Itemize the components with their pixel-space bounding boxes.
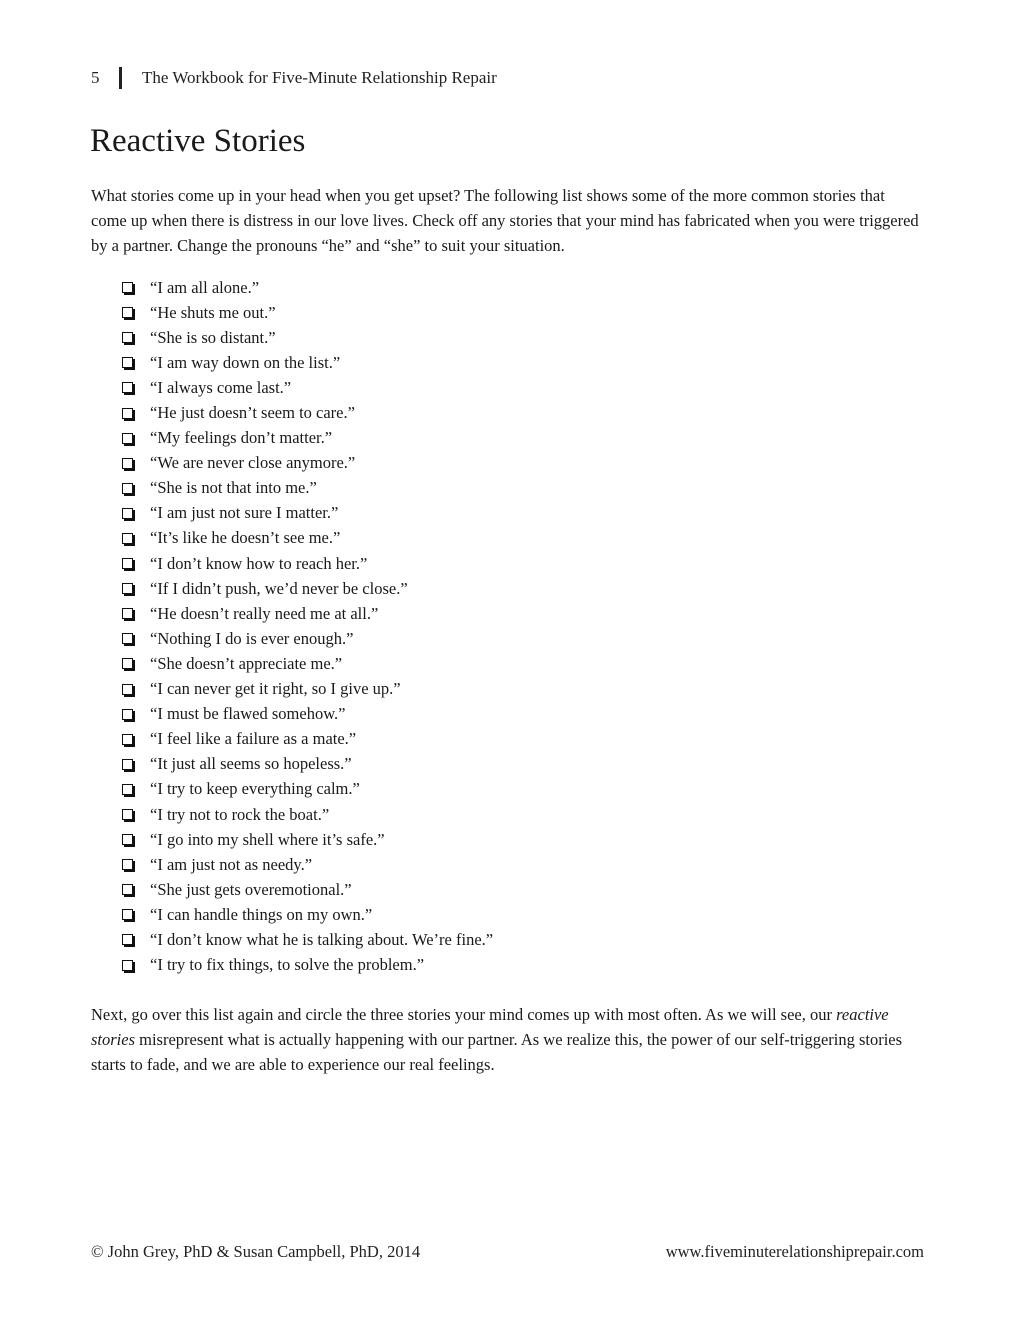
checklist-item (122, 375, 493, 400)
story-text: “He shuts me out.” (150, 302, 276, 322)
checkbox-icon[interactable] (122, 734, 133, 745)
story-text: “I try not to rock the boat.” (150, 804, 330, 824)
checklist-item (122, 601, 493, 626)
checklist-item (122, 802, 493, 827)
story-text: “He doesn’t really need me at all.” (150, 603, 379, 623)
story-text: “My feelings don’t matter.” (150, 428, 333, 448)
checkbox-icon[interactable] (122, 583, 133, 594)
checklist-item (122, 626, 493, 651)
checkbox-icon[interactable] (122, 834, 133, 845)
story-text: “I am just not sure I matter.” (150, 503, 339, 523)
copyright-text: © John Grey, PhD & Susan Campbell, PhD, 2014 (91, 1242, 421, 1261)
checkbox-icon[interactable] (122, 809, 133, 820)
checkbox-icon[interactable] (122, 884, 133, 895)
story-text: “If I didn’t push, we’d never be close.” (150, 578, 408, 598)
checkbox-icon[interactable] (122, 382, 133, 393)
page-title: Reactive Stories (90, 123, 306, 159)
checklist-item (122, 651, 493, 676)
story-text: “I try to keep everything calm.” (150, 779, 360, 799)
story-text: “I feel like a failure as a mate.” (150, 729, 357, 749)
checkbox-icon[interactable] (122, 332, 133, 343)
story-text: “She is not that into me.” (150, 478, 317, 498)
checkbox-icon[interactable] (122, 960, 133, 971)
checkbox-icon[interactable] (122, 533, 133, 544)
checklist-item (122, 702, 493, 727)
story-text: “It just all seems so hopeless.” (150, 754, 352, 774)
checklist-item (122, 953, 493, 978)
checkbox-icon[interactable] (122, 483, 133, 494)
checkbox-icon[interactable] (122, 357, 133, 368)
checklist-item (122, 551, 493, 576)
book-title: The Workbook for Five-Minute Relationship Repair (142, 68, 497, 87)
checkbox-icon[interactable] (122, 709, 133, 720)
story-text: “She just gets overemotional.” (150, 879, 352, 899)
intro-paragraph: What stories come up in your head when you get upset? The following list shows some of the more common stories that come up when there is distress in our love lives. Check off any stories that your mind has fabricated when you were triggered by a partner. Change the pronouns “he” and “she” to suit your situation. (91, 186, 919, 255)
story-text: “I can never get it right, so I give up.” (150, 679, 401, 699)
checklist-item (122, 275, 493, 300)
checkbox-icon[interactable] (122, 458, 133, 469)
checklist-item (122, 476, 493, 501)
story-text: “I am just not as needy.” (150, 854, 313, 874)
website-url: www.fiveminuterelationshiprepair.com (665, 1242, 924, 1261)
checkbox-icon[interactable] (122, 633, 133, 644)
checkbox-icon[interactable] (122, 433, 133, 444)
checkbox-icon[interactable] (122, 859, 133, 870)
checkbox-icon[interactable] (122, 759, 133, 770)
story-text: “I don’t know what he is talking about. We’re fine.” (150, 929, 494, 949)
checklist-item (122, 827, 493, 852)
checklist-item (122, 350, 493, 375)
page-number: 5 (91, 68, 100, 87)
checklist-item (122, 576, 493, 601)
checkbox-icon[interactable] (122, 784, 133, 795)
checklist-item (122, 752, 493, 777)
checklist-item (122, 526, 493, 551)
story-text: “She doesn’t appreciate me.” (150, 653, 343, 673)
page-footer (91, 1242, 924, 1262)
checklist-item (122, 852, 493, 877)
checklist-item (122, 325, 493, 350)
story-text: “I don’t know how to reach her.” (150, 553, 368, 573)
story-text: “I am all alone.” (150, 277, 260, 297)
checklist-item (122, 677, 493, 702)
checklist-item (122, 501, 493, 526)
story-text: “It’s like he doesn’t see me.” (150, 528, 341, 548)
conclusion-paragraph (91, 1002, 921, 1077)
checkbox-icon[interactable] (122, 608, 133, 619)
checklist-item (122, 451, 493, 476)
checkbox-icon[interactable] (122, 934, 133, 945)
checkbox-icon[interactable] (122, 408, 133, 419)
header-divider (119, 67, 122, 89)
story-text: “He just doesn’t seem to care.” (150, 403, 355, 423)
stories-checklist (122, 275, 493, 978)
checkbox-icon[interactable] (122, 307, 133, 318)
story-text: “I am way down on the list.” (150, 352, 341, 372)
story-text: “I go into my shell where it’s safe.” (150, 829, 385, 849)
story-text: “I can handle things on my own.” (150, 904, 373, 924)
checkbox-icon[interactable] (122, 909, 133, 920)
checkbox-icon[interactable] (122, 684, 133, 695)
story-text: “She is so distant.” (150, 327, 276, 347)
story-text: “I try to fix things, to solve the problem.” (150, 955, 425, 975)
checkbox-icon[interactable] (122, 282, 133, 293)
checkbox-icon[interactable] (122, 558, 133, 569)
conclusion-text-1: Next, go over this list again and circle the three stories your mind comes up with most often. As we will see, our (91, 1005, 837, 1024)
checklist-item (122, 927, 493, 952)
checklist-item (122, 426, 493, 451)
checklist-item (122, 902, 493, 927)
checklist-item (122, 300, 493, 325)
story-text: “I always come last.” (150, 377, 292, 397)
conclusion-emphasis: reactive stories (91, 1005, 889, 1049)
checkbox-icon[interactable] (122, 508, 133, 519)
checkbox-icon[interactable] (122, 658, 133, 669)
checklist-item (122, 877, 493, 902)
conclusion-text-2: misrepresent what is actually happening with our partner. As we realize this, the power of our self-triggering stories starts to fade, and we are able to experience our real feelings. (91, 1030, 903, 1074)
checklist-item (122, 777, 493, 802)
checklist-item (122, 727, 493, 752)
story-text: “I must be flawed somehow.” (150, 704, 346, 724)
story-text: “We are never close anymore.” (150, 453, 356, 473)
checklist-item (122, 400, 493, 425)
running-header (91, 66, 497, 90)
story-text: “Nothing I do is ever enough.” (150, 628, 354, 648)
